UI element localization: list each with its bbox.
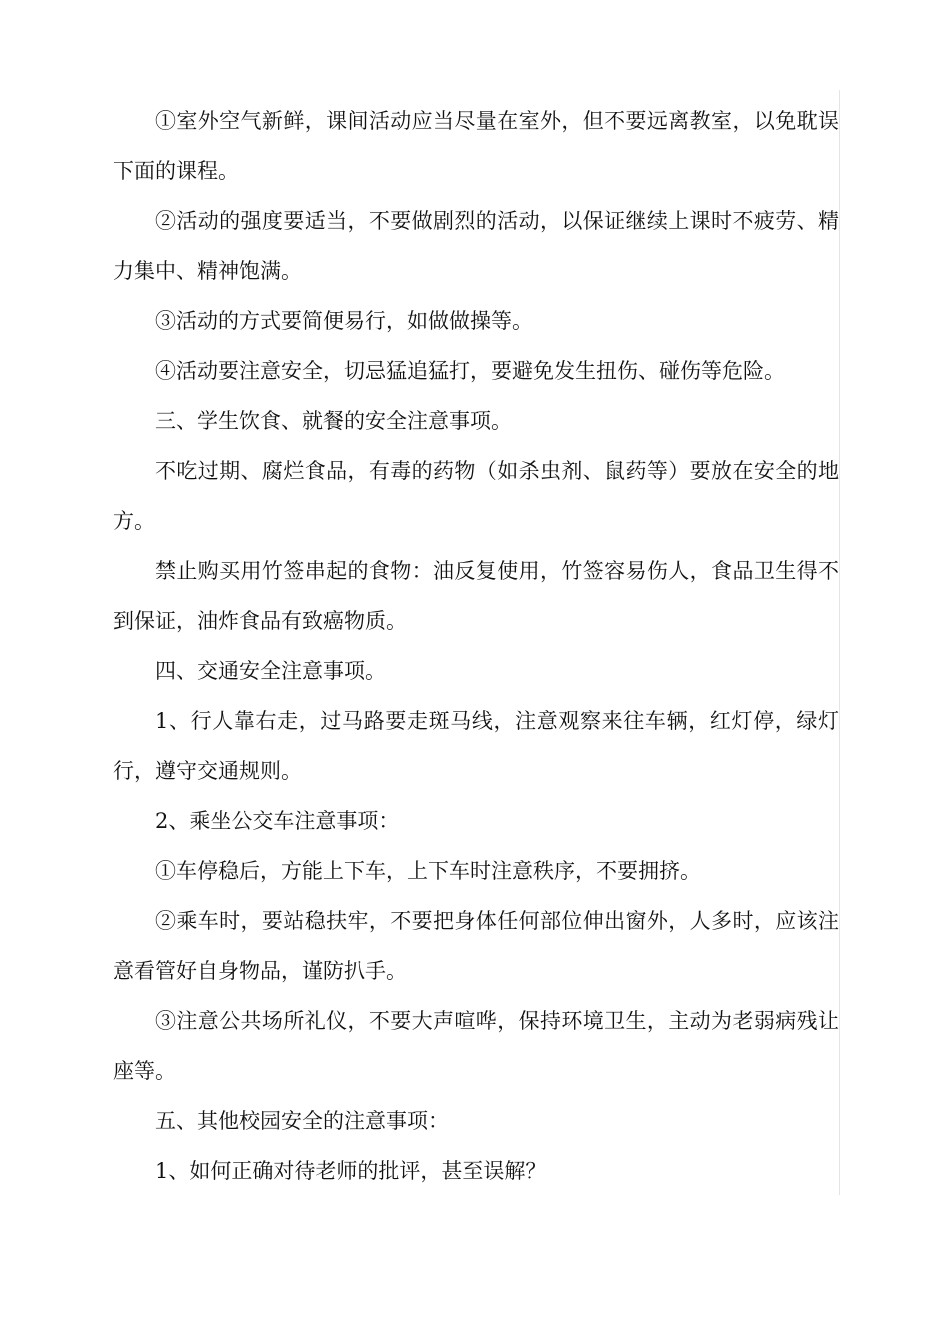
document-body xyxy=(113,96,839,1196)
paragraph: 2、乘坐公交车注意事项： xyxy=(155,809,400,833)
section-heading: 五、其他校园安全的注意事项： xyxy=(155,1109,449,1133)
right-margin-line xyxy=(839,90,840,1195)
paragraph: ③注意公共场所礼仪，不要大声喧哗，保持环境卫生，主动为老弱病残让座等。 xyxy=(113,1009,839,1083)
paragraph: 禁止购买用竹签串起的食物：油反复使用，竹签容易伤人，食品卫生得不到保证，油炸食品有致癌物质。 xyxy=(113,559,839,633)
paragraph: 1、行人靠右走，过马路要走斑马线，注意观察来往车辆，红灯停，绿灯行，遵守交通规则。 xyxy=(113,709,839,783)
paragraph: ③活动的方式要简便易行，如做做操等。 xyxy=(155,309,533,333)
paragraph: ①室外空气新鲜，课间活动应当尽量在室外，但不要远离教室，以免耽误下面的课程。 xyxy=(113,109,839,183)
paragraph: ④活动要注意安全，切忌猛追猛打，要避免发生扭伤、碰伤等危险。 xyxy=(155,359,785,383)
paragraph: ②乘车时，要站稳扶牢，不要把身体任何部位伸出窗外，人多时，应该注意看管好自身物品，谨防扒手。 xyxy=(113,909,839,983)
paragraph: ②活动的强度要适当，不要做剧烈的活动，以保证继续上课时不疲劳、精力集中、精神饱满。 xyxy=(113,209,839,283)
section-heading: 三、学生饮食、就餐的安全注意事项。 xyxy=(155,409,512,433)
paragraph: 不吃过期、腐烂食品，有毒的药物（如杀虫剂、鼠药等）要放在安全的地方。 xyxy=(113,459,839,533)
paragraph: ①车停稳后，方能上下车，上下车时注意秩序，不要拥挤。 xyxy=(155,859,701,883)
section-heading: 四、交通安全注意事项。 xyxy=(155,659,386,683)
paragraph: 1、如何正确对待老师的批评，甚至误解？ xyxy=(155,1159,547,1183)
